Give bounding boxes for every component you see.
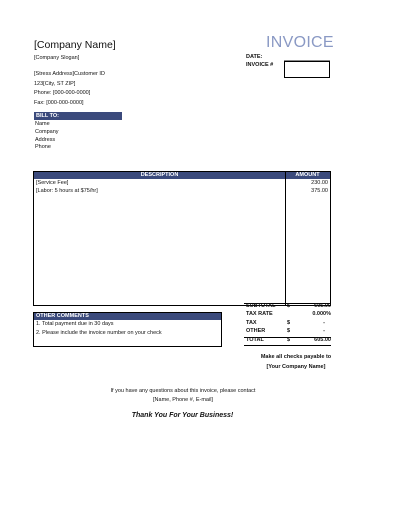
invoice-number-label: INVOICE # [246,62,274,68]
total-value: 605.00 [314,337,331,343]
total-divider-bottom [244,345,331,346]
invoice-number-field[interactable] [284,61,330,78]
questions-text: If you have any questions about this invoice, please contact [110,388,256,394]
bill-to-header: BILL TO: [34,112,122,120]
other-comments-box [33,312,222,347]
description-header: DESCRIPTION [140,172,179,178]
payable-line-1: Make all checks payable to [260,354,332,360]
table-row [36,187,330,195]
bill-to-phone: Phone [35,144,51,151]
tax-label: TAX [246,320,257,326]
bill-to-company: Company [35,128,59,135]
bill-to-name: Name [35,121,50,127]
row-description: [Service Fee] [36,180,69,186]
company-phone: Phone: [000-000-0000] [34,90,91,96]
contact-info: [Name, Phone #, E-mail] [153,397,213,403]
company-address [34,70,105,108]
row-description: [Labor: 5 hours at $75/hr] [36,188,98,194]
subtotal-currency: $ [287,303,291,309]
comment-line: 2. Please include the invoice number on your check [36,330,162,336]
table-row [36,179,330,187]
other-comments-header: OTHER COMMENTS [34,313,221,320]
total-currency: $ [287,337,291,343]
company-slogan: [Company Slogan] [34,55,80,61]
items-table [33,171,331,306]
company-fax: Fax: [000-000-0000] [34,99,84,106]
bill-to-address: Address [35,136,56,143]
tax-rate-value: 0.000% [312,311,331,317]
other-value: - [323,328,325,334]
date-label: DATE: [246,54,263,60]
total-label: TOTAL [246,337,264,343]
address-line-1: [Stress Address]Customer ID [34,71,105,77]
comment-line: 1. Total payment due in 30 days [36,321,114,327]
other-label: OTHER [246,328,266,334]
invoice-title: INVOICE [266,34,334,51]
tax-value: - [323,320,325,326]
thank-you-message: Thank You For Your Business! [131,412,234,419]
address-line-2: 123[City, ST ZIP] [34,80,76,87]
tax-rate-label: TAX RATE [246,311,273,317]
subtotal-label: SUBTOTAL [246,303,276,309]
row-amount: 230.00 [311,180,328,186]
payable-company: [Your Company Name] [266,364,326,370]
row-amount: 375.00 [311,188,328,194]
other-currency: $ [287,328,291,334]
subtotal-value: 605.00 [314,303,331,309]
amount-header: AMOUNT [295,172,320,178]
bill-to-block [35,121,59,152]
tax-currency: $ [287,320,291,326]
company-name: [Company Name] [34,39,116,51]
